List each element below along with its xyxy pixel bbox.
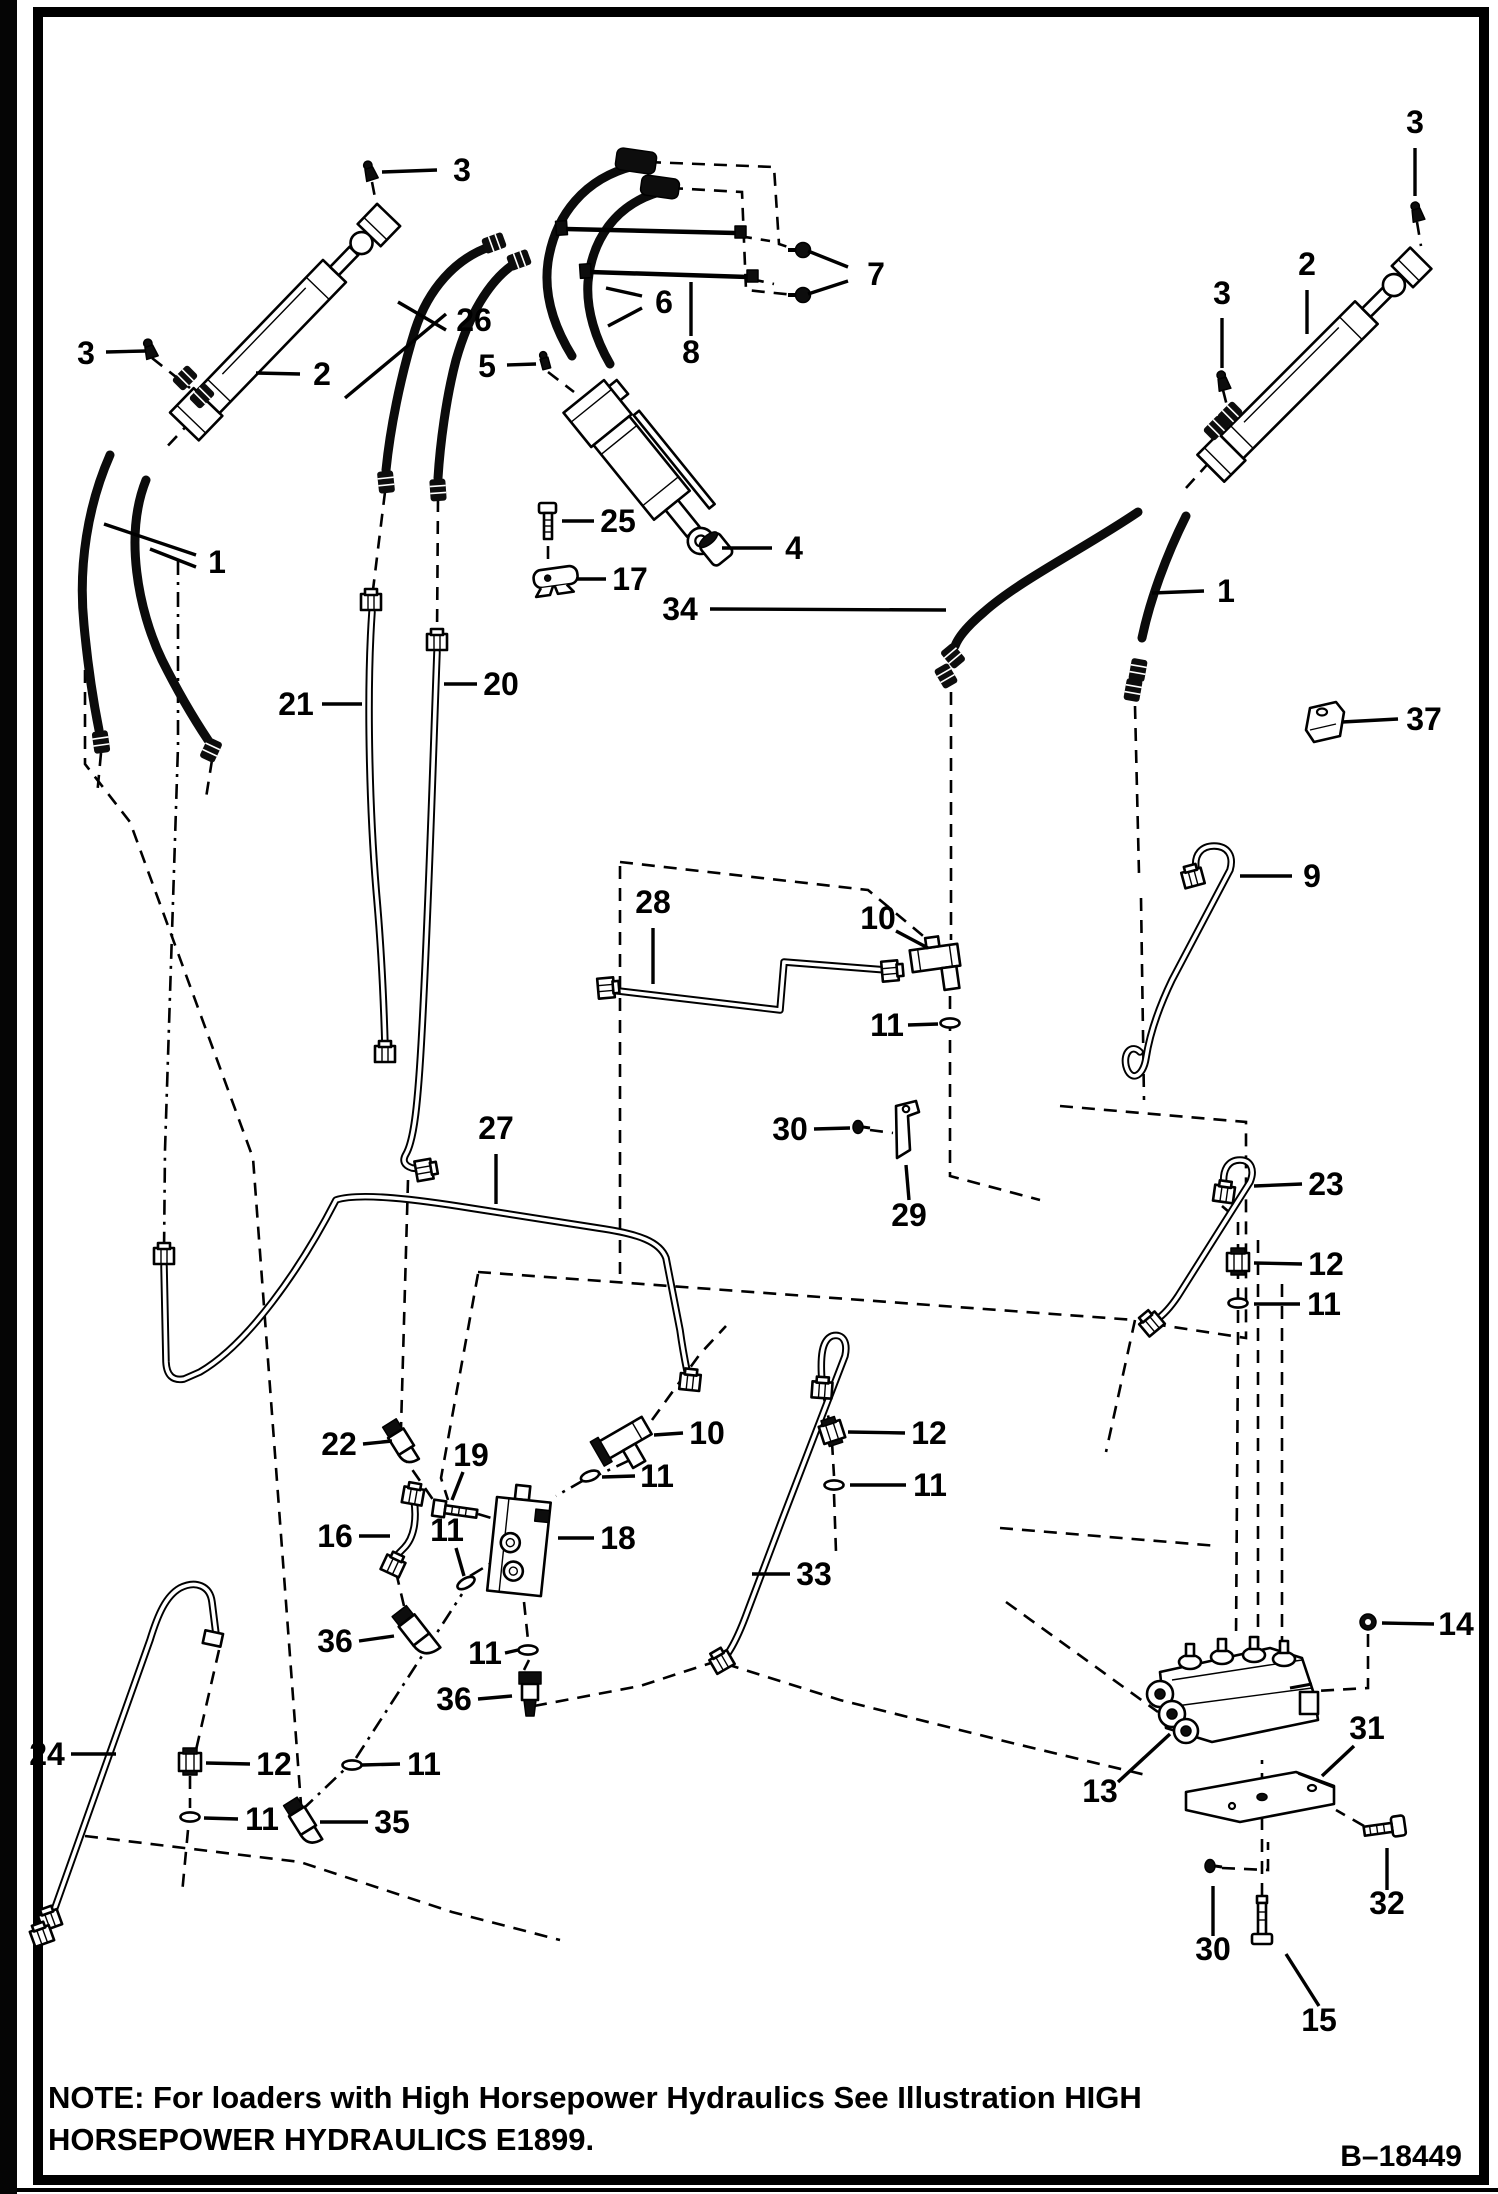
callout-27: 27 [478,1110,514,1146]
clamp-17 [533,565,580,597]
bolt-3-midright [1214,370,1231,392]
bolt-3-left [141,337,158,359]
callout-layer [29,104,1474,2038]
callout-leader-1 [1152,591,1204,593]
callout-leader-12 [848,1432,905,1433]
bolts-7 [788,243,811,303]
steel-tubes [28,589,1252,1947]
figure-reference: B–18449 [1340,2140,1462,2173]
callout-leader-11 [908,1024,938,1025]
callout-10: 10 [689,1415,725,1451]
callout-11: 11 [640,1458,674,1494]
callout-10: 10 [860,900,896,936]
callout-11: 11 [407,1746,441,1782]
callout-11: 11 [245,1801,279,1837]
callout-leader-10 [896,931,928,948]
pivot-rods-8 [556,221,758,282]
nut-14 [1360,1614,1376,1630]
callout-leader-12 [1254,1263,1302,1264]
callout-leader-19 [452,1472,463,1500]
callout-18: 18 [600,1520,636,1556]
callout-leader-6 [608,308,642,326]
bolt-15 [1252,1896,1272,1944]
callout-11: 11 [430,1512,464,1548]
callout-leader-29 [906,1165,909,1200]
callout-leader-10 [654,1433,683,1435]
callout-3: 3 [1406,104,1424,140]
callout-12: 12 [911,1415,947,1451]
control-valve-13 [1147,1637,1318,1743]
callout-leader-11 [602,1476,635,1477]
grease-fitting-5 [538,351,550,370]
callout-14: 14 [1438,1606,1474,1642]
callout-21: 21 [278,686,314,722]
callout-12: 12 [1308,1246,1344,1282]
callout-11: 11 [913,1467,947,1503]
callout-16: 16 [317,1518,353,1554]
callout-leader-7 [808,251,848,267]
bolt-25 [539,503,556,539]
callout-15: 15 [1301,2002,1337,2038]
note-line-2: HORSEPOWER HYDRAULICS E1899. [48,2122,595,2157]
callout-leader-5 [507,364,536,365]
callout-34: 34 [662,591,698,627]
callout-leader-14 [1382,1623,1434,1624]
screw-30-lower [1205,1860,1222,1873]
callout-leader-36 [359,1636,394,1641]
callout-3: 3 [77,335,95,371]
valve-18 [487,1483,552,1596]
callout-2: 2 [313,356,331,392]
callout-29: 29 [891,1197,927,1233]
hose-1-left-a [82,455,110,730]
callout-leader-12 [206,1763,250,1764]
callout-8: 8 [682,334,700,370]
fittings [179,934,1249,1848]
callout-11: 11 [1307,1286,1341,1322]
bolt-3-topleft [361,159,378,181]
clamp-37 [1306,702,1344,742]
hose-34 [955,512,1138,646]
note-line-1: NOTE: For loaders with High Horsepower Hydraulics See Illustration HIGH [48,2080,1142,2115]
callout-leader-3 [382,170,437,172]
callout-5: 5 [478,348,496,384]
callout-11: 11 [870,1007,904,1043]
callout-1: 1 [1217,573,1235,609]
callout-17: 17 [612,561,648,597]
callout-leader-37 [1342,719,1398,722]
callout-leader-30 [814,1128,850,1129]
callout-leader-6 [606,288,642,296]
callout-7: 7 [867,256,885,292]
callout-12: 12 [256,1746,292,1782]
callout-3: 3 [1213,275,1231,311]
callout-leader-11 [505,1650,518,1653]
callout-32: 32 [1369,1885,1405,1921]
lift-cylinder-left [170,201,403,440]
callout-25: 25 [600,503,636,539]
bolt-32 [1363,1815,1406,1841]
clip-29 [896,1101,919,1158]
callout-37: 37 [1406,701,1442,737]
hose-1-left-b [135,480,208,740]
callout-leader-7 [808,281,848,294]
hose-1-right [1142,516,1186,638]
callout-leader-11 [204,1818,238,1819]
callout-leader-11 [456,1548,464,1576]
callout-4: 4 [785,530,803,566]
callout-6: 6 [655,284,673,320]
callout-33: 33 [796,1556,832,1592]
callout-24: 24 [29,1736,65,1772]
callout-leader-3 [106,351,146,352]
callout-2: 2 [1298,246,1316,282]
hose-6-b [588,192,659,364]
callout-30: 30 [1195,1931,1231,1967]
bolt-3-topright [1408,201,1425,223]
callout-19: 19 [453,1437,489,1473]
callout-31: 31 [1349,1710,1385,1746]
callout-leader-36 [478,1696,512,1699]
screw-30-upper [853,1121,870,1134]
callout-30: 30 [772,1111,808,1147]
bracket-31 [1186,1772,1334,1822]
callout-1: 1 [208,544,226,580]
callout-3: 3 [453,152,471,188]
callout-leader-31 [1322,1746,1354,1776]
callout-20: 20 [483,666,519,702]
callout-leader-2 [256,373,300,374]
callout-36: 36 [317,1623,353,1659]
callout-leader-13 [1118,1734,1170,1782]
callout-35: 35 [374,1804,410,1840]
callout-28: 28 [635,884,671,920]
callout-23: 23 [1308,1166,1344,1202]
callout-36: 36 [436,1681,472,1717]
callout-9: 9 [1303,858,1321,894]
callout-13: 13 [1082,1773,1118,1809]
callout-leader-34 [710,609,946,610]
callout-26: 26 [456,302,492,338]
callout-leader-23 [1254,1184,1302,1186]
callout-11: 11 [468,1635,502,1671]
callout-22: 22 [321,1426,357,1462]
callout-leader-11 [362,1764,400,1765]
callout-leader-15 [1286,1954,1319,2006]
callout-leader-22 [363,1441,392,1444]
